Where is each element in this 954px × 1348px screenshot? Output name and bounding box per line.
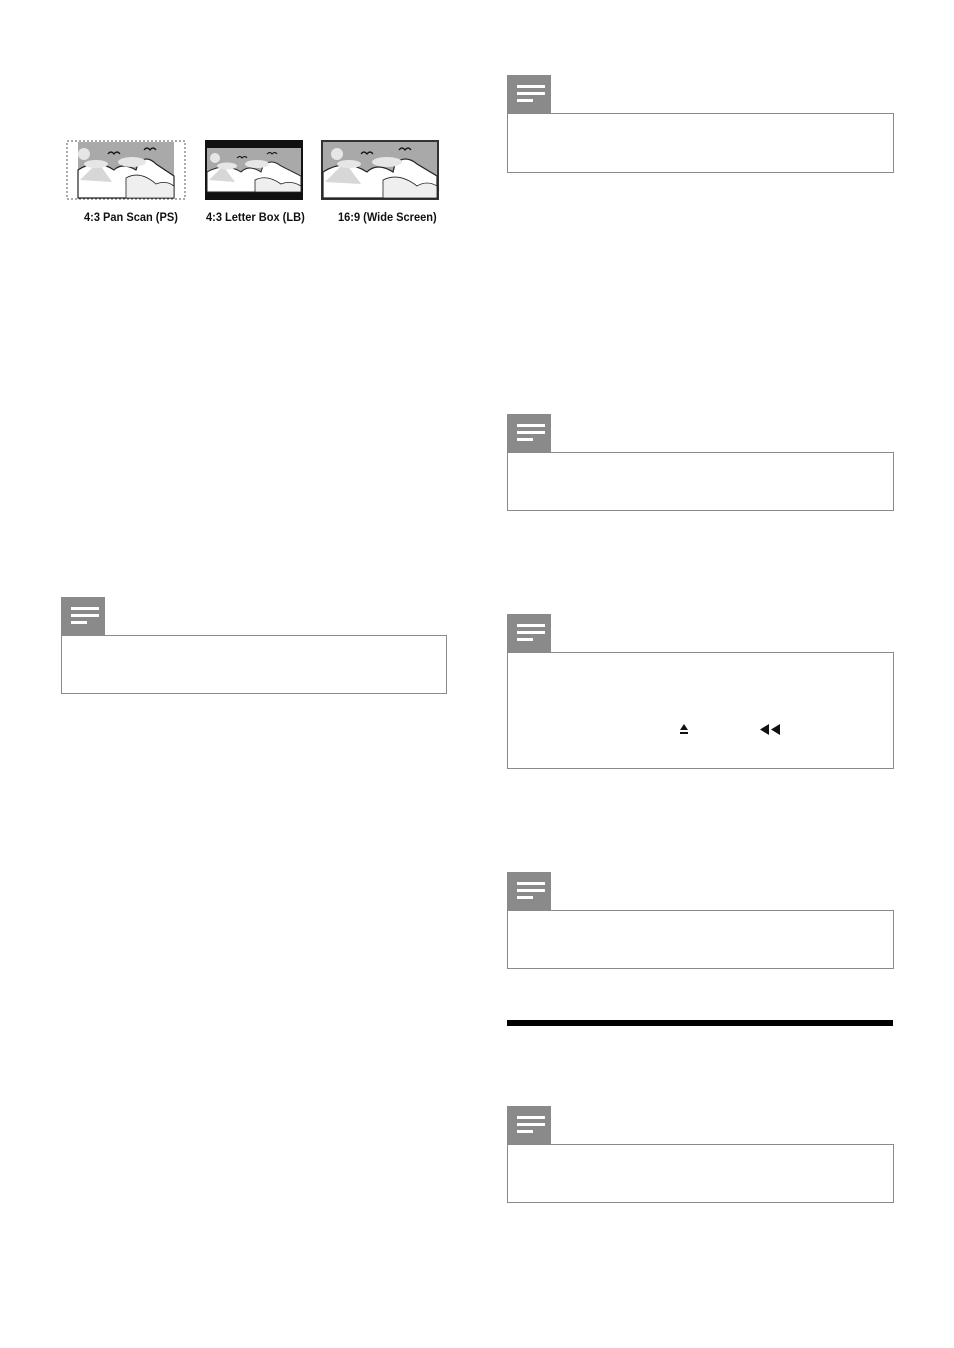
note-box (507, 1144, 894, 1203)
note-icon (507, 614, 551, 652)
wide-screen-picture (321, 140, 439, 200)
note-icon (507, 75, 551, 113)
note-box (507, 452, 894, 511)
note-box (507, 910, 894, 969)
pan-scan-caption: 4:3 Pan Scan (PS) (84, 210, 178, 224)
wide-screen-caption: 16:9 (Wide Screen) (338, 210, 437, 224)
pan-scan-picture (66, 140, 186, 200)
note-box (507, 652, 894, 769)
letter-box-picture (205, 140, 303, 200)
note-icon (507, 872, 551, 910)
rewind-icon (759, 724, 781, 737)
note-icon (61, 597, 105, 635)
note-icon (507, 414, 551, 452)
letter-box-caption: 4:3 Letter Box (LB) (206, 210, 305, 224)
note-box (507, 113, 894, 173)
section-divider (507, 1020, 893, 1026)
eject-icon (679, 723, 689, 737)
note-icon (507, 1106, 551, 1144)
note-box (61, 635, 447, 694)
